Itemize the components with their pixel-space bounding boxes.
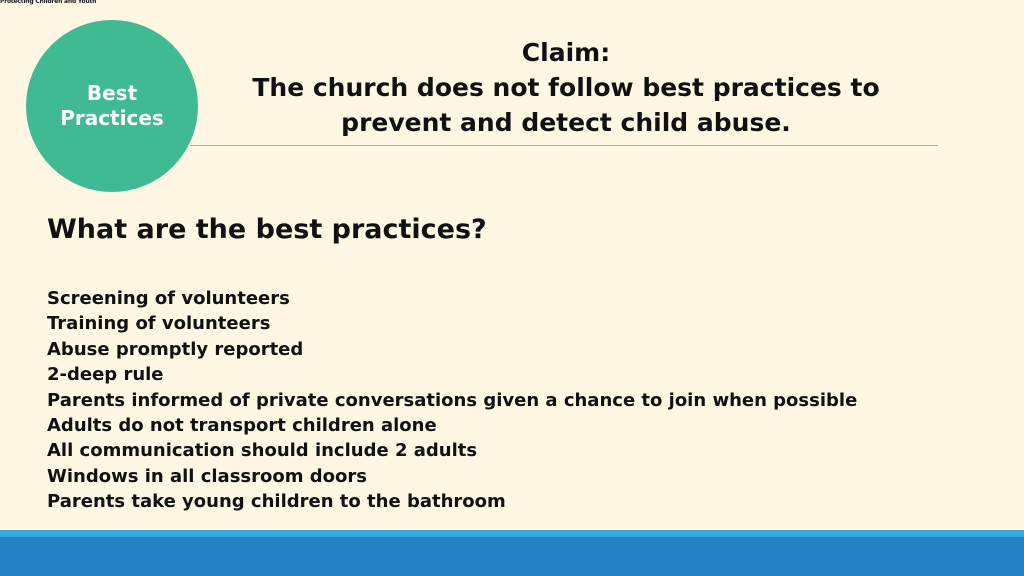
- list-item: 2-deep rule: [47, 364, 164, 386]
- list-item: Training of volunteers: [47, 313, 271, 335]
- title-divider: [190, 145, 938, 146]
- list-item: Screening of volunteers: [47, 288, 290, 309]
- list-item: Parents informed of private conversations given a chance to join when possible: [47, 389, 858, 411]
- footer-stripe: [0, 530, 1024, 537]
- slide-title: [200, 35, 932, 140]
- footer-bar: [0, 537, 1024, 576]
- list-item: Adults do not transport children alone: [47, 415, 437, 437]
- title-line-3: prevent and detect child abuse.: [341, 108, 791, 137]
- list-item: Windows in all classroom doors: [47, 465, 367, 487]
- list-item: Parents take young children to the bathroom: [47, 491, 506, 513]
- practices-list: [47, 286, 857, 515]
- list-item: Abuse promptly reported: [47, 338, 304, 360]
- badge-label: Best Practices: [60, 81, 164, 130]
- title-line-1: Claim:: [521, 38, 611, 67]
- best-practices-badge: [26, 20, 198, 192]
- list-item: All communication should include 2 adults: [47, 440, 478, 462]
- header-caption: Protecting Children and Youth: [0, 0, 97, 5]
- section-heading: What are the best practices?: [47, 214, 487, 245]
- title-line-2: The church does not follow best practices to: [252, 73, 880, 102]
